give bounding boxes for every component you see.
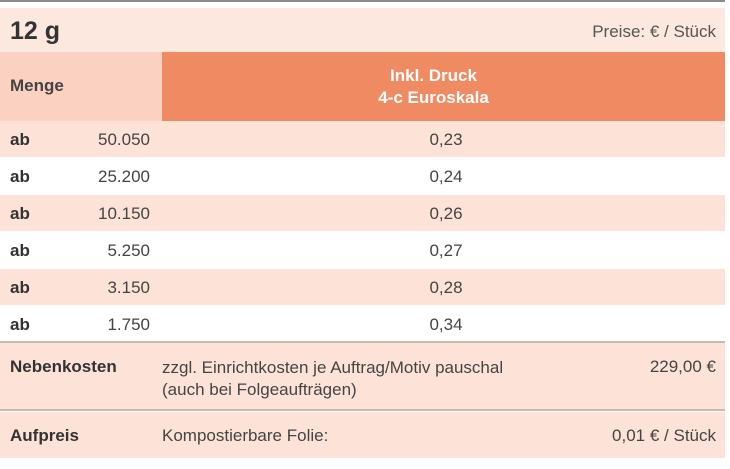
nebenkosten-text [162,357,602,401]
row-quantity: 1.750 [107,315,150,334]
nebenkosten-text-line1: zzgl. Einrichtkosten je Auftrag/Motiv pauschal [162,358,504,377]
top-rule [0,0,725,2]
aufpreis-row [0,412,725,458]
table-row [0,158,725,194]
row-prefix: ab [10,130,30,149]
aufpreis-amount: 0,01 € / Stück [612,426,716,445]
print-header-line2: 4-c Euroskala [378,87,489,107]
table-row [0,232,725,268]
row-quantity: 5.250 [107,241,150,260]
row-quantity: 3.150 [107,278,150,297]
nebenkosten-row [0,343,725,409]
nebenkosten-text-line2: (auch bei Folgeaufträgen) [162,380,357,399]
row-quantity: 50.050 [98,130,150,149]
row-prefix: ab [10,278,30,297]
price-unit-note: Preise: € / Stück [592,22,716,41]
row-prefix: ab [10,167,30,186]
row-price: 0,26 [429,204,463,223]
row-price: 0,28 [429,278,463,297]
row-price: 0,27 [429,241,463,260]
nebenkosten-amount: 229,00 € [649,357,716,376]
weight-title: 12 g [10,17,61,45]
print-header [162,52,725,121]
row-quantity: 25.200 [98,167,150,186]
aufpreis-label: Aufpreis [10,426,79,445]
row-prefix: ab [10,315,30,334]
table-row [0,195,725,231]
row-price: 0,23 [429,130,463,149]
table-row [0,121,725,157]
table-row [0,269,725,305]
row-prefix: ab [10,241,30,260]
row-price: 0,34 [429,315,463,334]
print-header-line1: Inkl. Druck [390,65,477,85]
nebenkosten-label: Nebenkosten [10,357,117,376]
title-bar [0,8,725,52]
row-quantity: 10.150 [98,204,150,223]
row-price: 0,24 [429,167,463,186]
aufpreis-text: Kompostierbare Folie: [162,426,329,445]
section-divider [0,409,725,411]
table-row [0,306,725,342]
row-prefix: ab [10,204,30,223]
menge-header: Menge [10,76,64,95]
table-header [0,52,725,121]
